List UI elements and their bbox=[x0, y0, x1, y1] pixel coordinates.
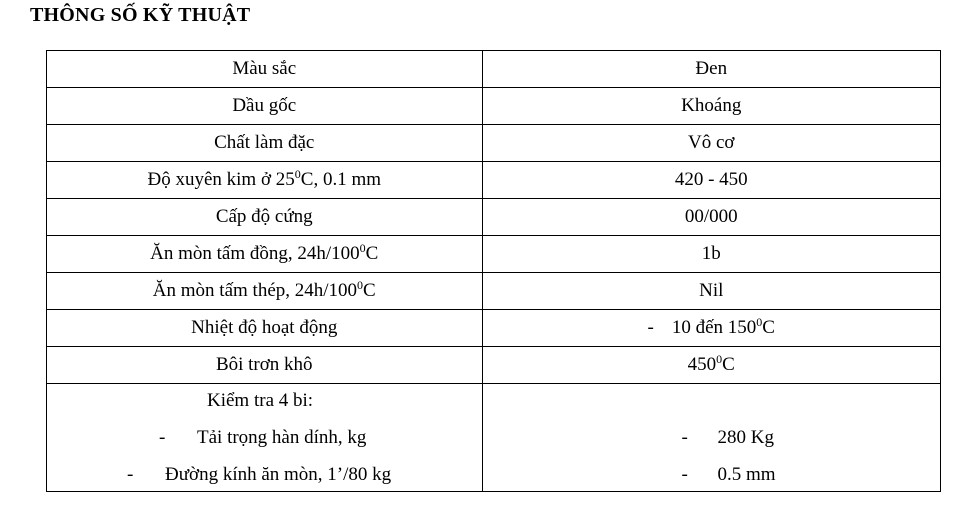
table-row bbox=[47, 199, 941, 236]
table-row bbox=[47, 310, 941, 347]
bullet-dash: - bbox=[159, 427, 166, 448]
spec-value: - 10 đến $150^0C$ bbox=[482, 310, 940, 347]
spec-label: Ăn mòn tấm đồng, $24h/100^0C$ bbox=[47, 236, 483, 273]
table-row bbox=[47, 236, 941, 273]
bullet-dash: - bbox=[127, 464, 134, 485]
spec-label: Ăn mòn tấm thép, $24h/100^0C$ bbox=[47, 273, 483, 310]
four-ball-item-label: Tải trọng hàn dính, kg bbox=[197, 427, 367, 448]
spec-value: Khoáng bbox=[482, 88, 940, 125]
table-row bbox=[47, 162, 941, 199]
spec-value: Nil bbox=[482, 273, 940, 310]
spec-label: Bôi trơn khô bbox=[47, 347, 483, 384]
four-ball-item-value: 280 Kg bbox=[717, 427, 774, 448]
four-ball-item-value: 0.5 mm bbox=[717, 464, 776, 485]
table-row bbox=[47, 273, 941, 310]
spec-value: Vô cơ bbox=[482, 125, 940, 162]
bullet-dash: - bbox=[681, 464, 688, 485]
section-title: THÔNG SỐ KỸ THUẬT bbox=[30, 4, 251, 26]
spec-label: Nhiệt độ hoạt động bbox=[47, 310, 483, 347]
bullet-dash: - bbox=[681, 427, 688, 448]
spec-value: Đen bbox=[482, 51, 940, 88]
table-row bbox=[47, 125, 941, 162]
spec-value: 1b bbox=[482, 236, 940, 273]
four-ball-heading: Kiểm tra 4 bi: bbox=[207, 390, 314, 411]
spec-value: 00/000 bbox=[482, 199, 940, 236]
spec-label: Màu sắc bbox=[47, 51, 483, 88]
four-ball-values bbox=[482, 384, 940, 492]
four-ball-item-label: Đường kính ăn mòn, 1’/80 kg bbox=[165, 464, 392, 485]
spec-value: 420 - 450 bbox=[482, 162, 940, 199]
spec-table bbox=[46, 50, 941, 492]
spec-label: Độ xuyên kim ở $25^0C$, 0.1 mm bbox=[47, 162, 483, 199]
spec-label: Dầu gốc bbox=[47, 88, 483, 125]
table-row bbox=[47, 51, 941, 88]
spec-value: $450^0C$ bbox=[482, 347, 940, 384]
table-row bbox=[47, 88, 941, 125]
spec-label: Cấp độ cứng bbox=[47, 199, 483, 236]
table-row-four-ball bbox=[47, 384, 941, 492]
four-ball-labels bbox=[47, 384, 483, 492]
spec-label: Chất làm đặc bbox=[47, 125, 483, 162]
table-row bbox=[47, 347, 941, 384]
